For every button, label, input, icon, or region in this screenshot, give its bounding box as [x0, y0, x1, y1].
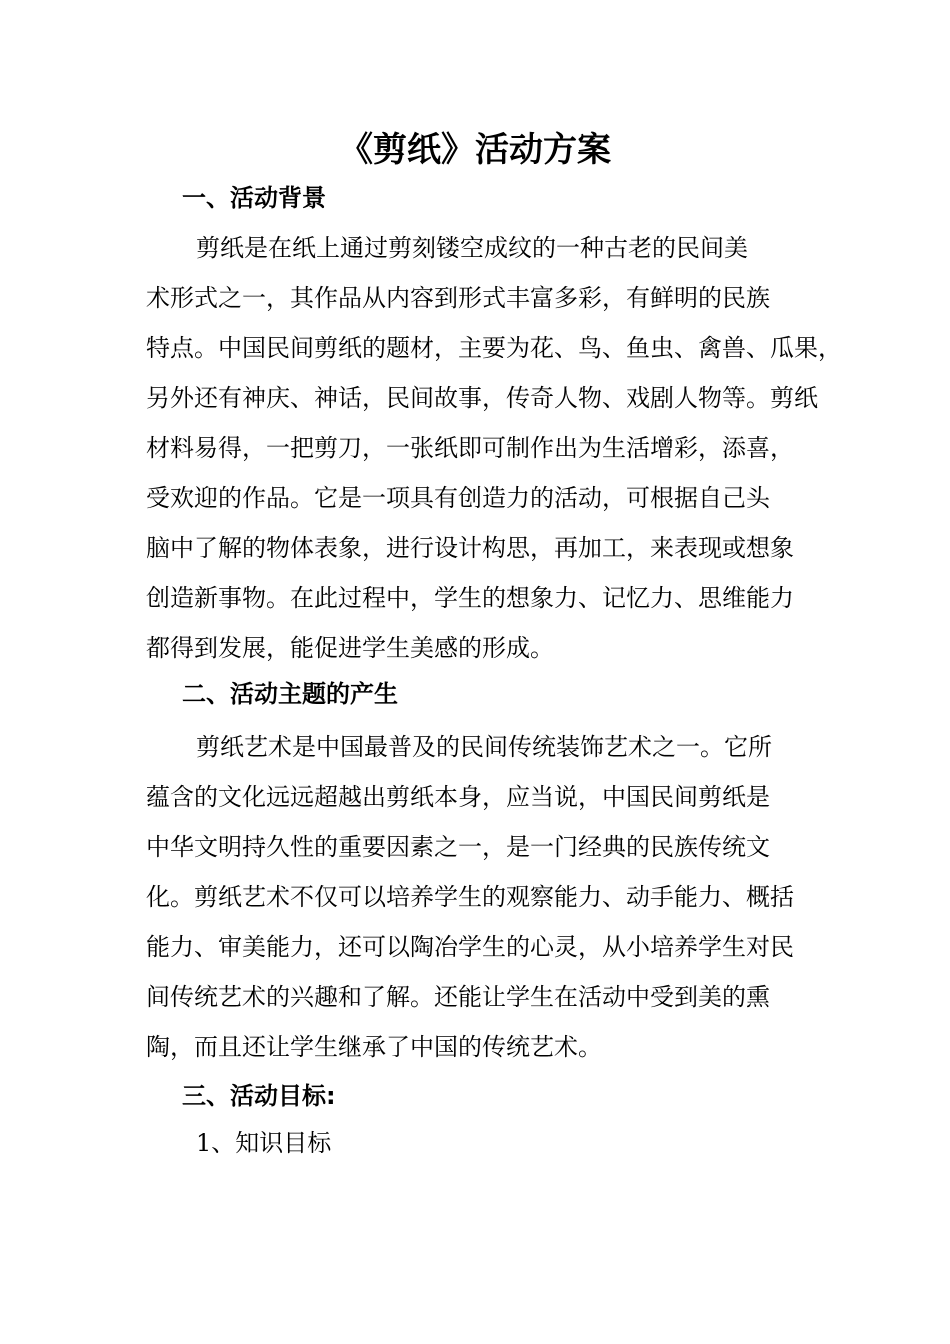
- paragraph-line: 材料易得，一把剪刀，一张纸即可制作出为生活增彩，添喜，: [146, 434, 794, 462]
- paragraph-line: 脑中了解的物体表象，进行设计构思，再加工，来表现或想象: [146, 534, 794, 562]
- document-title: 《剪纸》活动方案: [339, 130, 611, 170]
- paragraph-line: 受欢迎的作品。它是一项具有创造力的活动，可根据自己头: [146, 484, 770, 512]
- goal-item-knowledge: 1、知识目标: [196, 1129, 332, 1157]
- section-heading-theme: 二、活动主题的产生: [182, 680, 398, 708]
- paragraph-line: 术形式之一，其作品从内容到形式丰富多彩，有鲜明的民族: [146, 284, 770, 312]
- section-body-theme: [146, 722, 806, 1072]
- paragraph-line: 陶，而且还让学生继承了中国的传统艺术。: [146, 1033, 602, 1061]
- paragraph-line: 蕴含的文化远远超越出剪纸本身，应当说，中国民间剪纸是: [146, 783, 770, 811]
- paragraph-line: 剪纸是在纸上通过剪刻镂空成纹的一种古老的民间美: [196, 234, 748, 262]
- section-heading-background: 一、活动背景: [182, 184, 326, 212]
- paragraph-line: 特点。中国民间剪纸的题材，主要为花、鸟、鱼虫、禽兽、瓜果，: [146, 334, 842, 362]
- paragraph-line: 剪纸艺术是中国最普及的民间传统装饰艺术之一。它所: [196, 733, 772, 761]
- paragraph-line: 间传统艺术的兴趣和了解。还能让学生在活动中受到美的熏: [146, 983, 770, 1011]
- paragraph-line: 化。剪纸艺术不仅可以培养学生的观察能力、动手能力、概括: [146, 883, 794, 911]
- paragraph-line: 另外还有神庆、神话，民间故事，传奇人物、戏剧人物等。剪纸: [146, 384, 818, 412]
- section-heading-goals: 三、活动目标:: [182, 1082, 336, 1110]
- section-body-background: [146, 223, 842, 673]
- paragraph-line: 都得到发展，能促进学生美感的形成。: [146, 634, 554, 662]
- paragraph-line: 能力、审美能力，还可以陶冶学生的心灵，从小培养学生对民: [146, 933, 794, 961]
- paragraph-line: 创造新事物。在此过程中，学生的想象力、记忆力、思维能力: [146, 584, 794, 612]
- paragraph-line: 中华文明持久性的重要因素之一，是一门经典的民族传统文: [146, 833, 770, 861]
